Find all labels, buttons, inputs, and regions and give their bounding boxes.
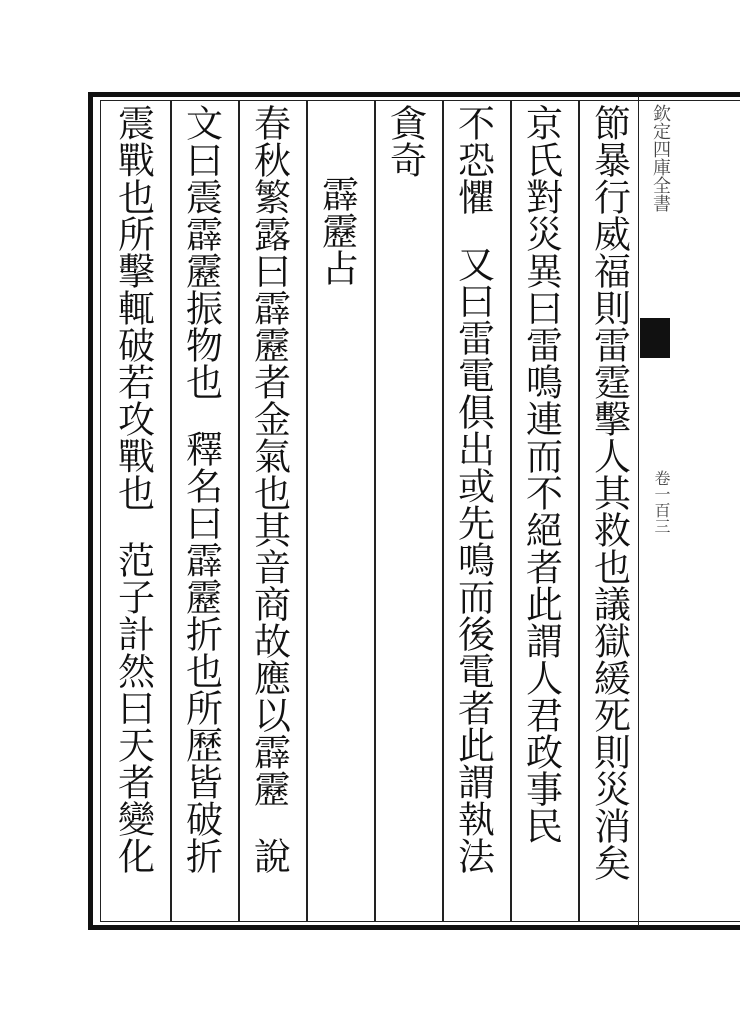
column-rule [170,101,172,921]
column-text-segment: 震戰也所擊輒破若攻戰也 [111,104,155,511]
column-rule [306,101,308,921]
margin-book-title: 欽定四庫全書 [650,104,671,212]
text-column-1 [582,104,636,916]
section-heading-column [310,175,364,987]
column-text-segment: 節暴行威福則雷霆擊人其救也議獄緩死則災消矣 [587,104,631,881]
column-rule [374,101,376,921]
text-column-6 [242,104,296,916]
column-text-segment: 文曰震霹靂振物也 [179,104,223,400]
column-text-segment: 春秋繁露曰霹靂者金氣也其音商故應以霹靂 [247,104,291,807]
column-rule [578,101,580,921]
column-text-segment: 貪奇 [383,104,427,178]
column-text-segment: 不恐懼 [451,104,495,215]
column-text-segment: 霹靂占 [315,175,359,286]
text-column-2 [514,104,568,916]
text-column-7 [174,104,228,916]
column-text-segment: 京氏對災異曰雷鳴連而不絕者此謂人君政事民 [519,104,563,844]
column-text-segment: 范子計然曰天者變化 [111,541,155,874]
text-column-4 [378,104,432,916]
column-rule [238,101,240,921]
column-text-segment: 又曰雷電俱出或先鳴而後電者此謂執法 [451,245,495,874]
column-text-segment: 說 [247,837,291,874]
fishtail-mark [640,318,670,358]
column-rule [510,101,512,921]
text-column-3 [446,104,500,916]
column-rule [442,101,444,921]
margin-page-number: 卷一百三 [652,470,671,534]
column-text-segment: 釋名曰霹靂折也所歷皆破折 [179,430,223,874]
text-column-8 [106,104,160,916]
